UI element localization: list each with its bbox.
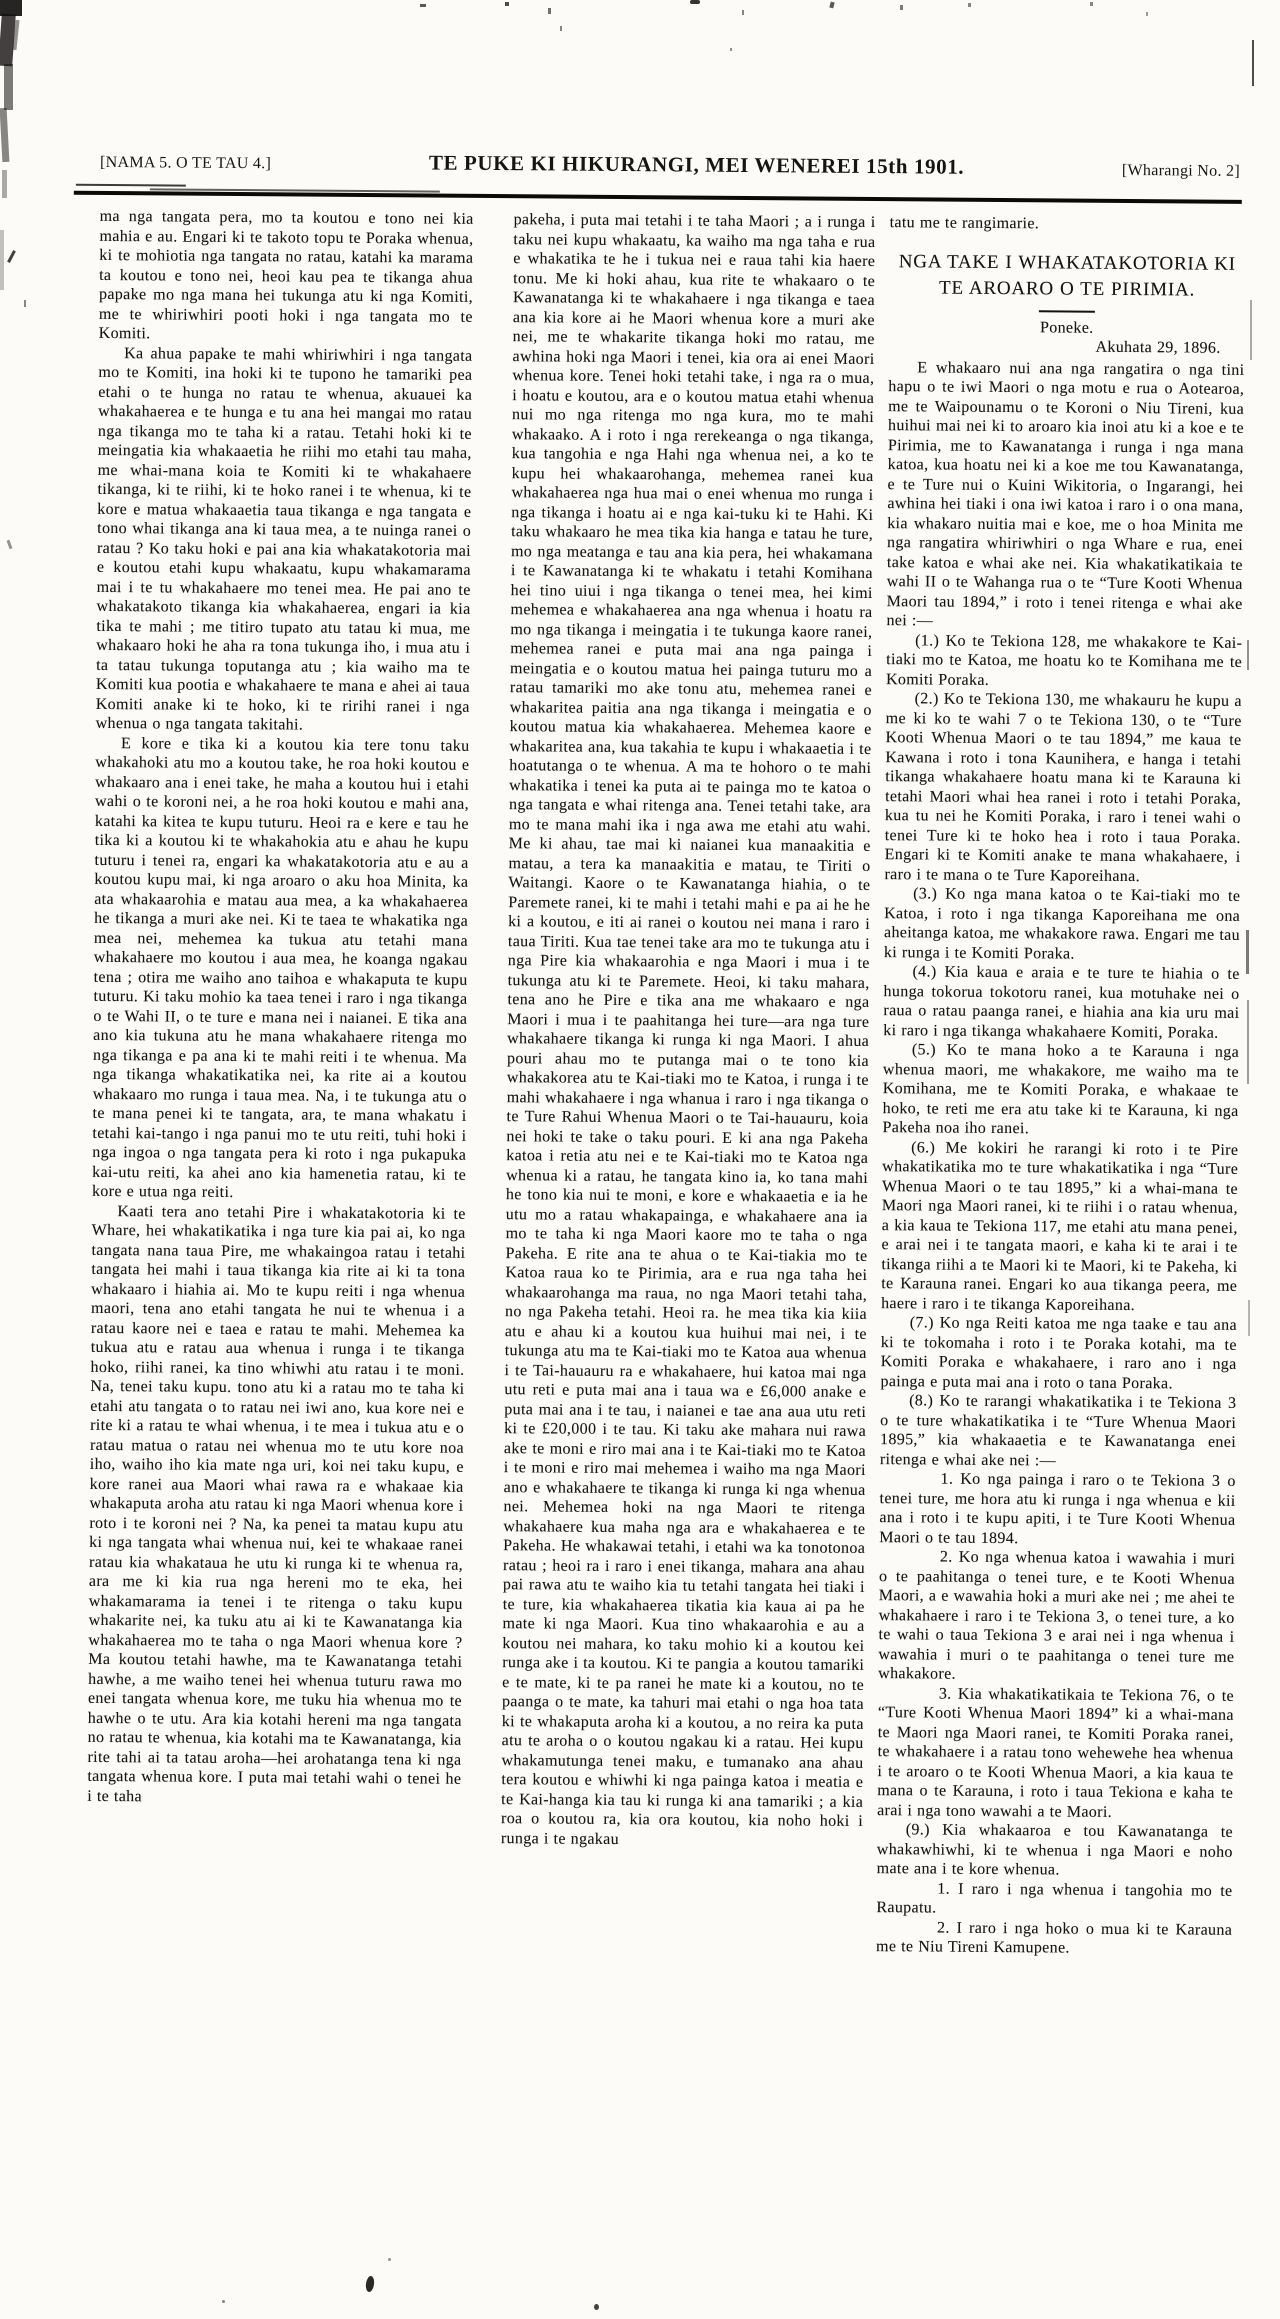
scan-artifact [968,3,971,7]
paragraph: (3.) Ko nga mana katoa o te Kai-tiaki mo te Katoa, i roto i nga tikanga Kaporeihana me ona aheitanga katoa, me whakakore rawa. Engari me tau ki runga i te Komiti Poraka. [883,885,1241,963]
scan-artifact [1246,930,1249,974]
paragraph: 2. Ko nga whenua katoa i wawahia i muri o te paahitanga o tenei ture, e te Kooti Whenua Maori, a e wawahia hoki a muri ake nei ; me ahei te whakahaere i raro i te Tekiona 3, o tenei ture, a ko te wahi o taua Tekiona 3 e arai nei i nga whenua i wawahia i muri o te paahitanga o tenei ture me whakakore. [878,1548,1236,1683]
continuation-line: tatu me te rangimarie. [889,214,1040,233]
scan-artifact [505,2,509,6]
paragraph: (5.) Ko te mana hoko a te Karauna i nga whenua maori, me whakakore, me waiho ma te Komihana, me te Komiti Poraka, e whakaae te hoko, te reti me era atu take ki te Karauna, ki nga Pakeha noa iho ranei. [882,1041,1240,1138]
dateline-date: Akuhata 29, 1896. [1095,338,1221,357]
ink-blot [594,2304,599,2310]
scan-artifact [24,300,26,307]
paragraph: Ka ahua papake te mahi whiriwhiri i nga tangata mo te Komiti, ina hoki ki te tupono he tamariki pea etahi o te hunga no ratau te whenua, akuauei ka whakahaerea e te hunga e tu ana hei mangai mo ratau nga tikanga mo te taha ki a ratau. Tetahi hoki ki te meingatia kia whakaaetia he riihi mo etahi tau maha, me whai-mana koia te Komiti ki te whakahaere tikanga, ki te riihi, ki te hoko ranei i te whenua, ki te kore e matua whakaaetia taua tikanga e nga tangata e tono whai tikanga ana ki taua mea, a te nuinga ranei o ratau ? Ko taku hoki e pai ana kia whakatakotoria mai e koutou etahi kupu whakaatu, kupu whakamarama mai i te tu whakahaere mo tenei mea. He pai ano te whakatakoto tikanga kia whakahaerea, engari ia kia tika te mahi ; me titiro tupato atu tatau ki mua, me whakaaro hoki he aha ra tona tukunga iho, i mua atu i ta tatau tukunga toputanga atu ; kia waiho ma te Komiti kua pootia e whakahaere te mana e ahei ai taua Komiti anake ki te hoko, ki te ririhi ranei i nga whenua o nga tangata takitahi. [95,344,473,734]
scan-artifact [900,5,903,10]
paragraph: (6.) Me kokiri he rarangi ki roto i te Pire whakatikatika mo te ture whakatikatika i nga “Ture Whenua Maori o te tau 1895,” ki a whai-mana te Maori nga Maori ranei, ki te riihi i o ratau whenua, a kia kaua te Tekiona 117, me etahi atu mana penei, e arai nei i te tangata maori, e kaha ki te arai i te tikanga riihi a te Maori ki te Maori, ki te Pakeha, ki te Karauna ranei. Engari ko aua tikanga peera, me haere i raro i te tikanga Kaporeihana. [881,1138,1239,1314]
scan-artifact [2,170,7,198]
paragraph: (9.) Kia whakaaroa e tou Kawanatanga te whakawhiwhi, ki te whenua i nga Maori e noho mate ana i te kore whenua. [876,1821,1234,1879]
scan-artifact [1247,640,1249,670]
paragraph: (1.) Ko te Tekiona 128, me whakakore te Kai-tiaki mo te Katoa, me hoatu ko te Komihana me te Komiti Poraka. [885,631,1243,689]
article-body [876,358,1245,1960]
paragraph: (8.) Ko te rarangi whakatikatika i te Tekiona 3 o te ture whakatikatika i te “Ture Whenua Maori 1895,” kia whakaaetia e te Kawanatanga enei ritenga e whai ake nei :— [879,1392,1237,1469]
paragraph: E kore e tika ki a koutou kia tere tonu taku whakahoki atu mo a koutou take, he roa hoki koutou e whakaaro ana i enei take, he maha a koutou hui i etahi wahi o te koroni nei, a he roa hoki koutou e mahi ana, katahi ka kitea te kupu tuturu. Heoi ra e kere e tau he tika ki a koutou ki te whakahokia atu e ahau he kupu tuturu i tenei ra, engari ka whakatakotoria atu e au a koutou kupu mai, ki nga aroaro o aku hoa Minita, ka ata whakaarohia e matau aua mea, a ka whakahaerea he tikanga a muri ake nei. Ki te taea te whakatika nga mea nei, mehemea ka tukua atu tetahi mana whakahaere mo koutou i aua mea, he koanga ngakau tena ; otira me waiho ano taihoa e whakaputa te kupu tuturu. Ki taku mohio ka taea tenei i raro i nga tikanga o te Wahi II, o te ture e mana nei i naianei. E tika ana ano kia tukuna atu he mana whakahaere ritenga mo nga tikanga e pa ana ki te mahi reiti i te whenua. Ma nga tikanga whakatikatika nei, ka rite ai a koutou whakaaro mo runga i taua mea. Na, i te tukunga atu o te mana penei ki te tangata, ara, te mana whakatu i tetahi kai-tango i nga panui mo te utu reiti, tuhi hoki i nga ingoa o nga tangata pera ki roto i nga pukapuka kai-utu reiti, ka ahei ano kia hamenetia ratau, ki te kore e utua nga reiti. [91,734,470,1202]
paragraph: E whakaaro nui ana nga rangatira o nga tini hapu o te iwi Maori o nga motu e rua o Aotearoa, me te Waipounamu o te Koroni o Niu Tireni, kua huihui mai nei ki to aroaro kia inoi atu ki a koe e te Pirimia, me to Kawanatanga i runga i nga mana katoa, kua hoatu nei ki a koe me tou Kawanatanga, e te Ture nui o Kuini Wikitoria, o Ingarangi, hei awhina hei tiaki i ona iwi katoa i raro i o ona mana, kia whakaro nuitia mai e koe, me o hoa Minita me nga rangatira whiriwhiri o nga Whare e rua, enei take katoa e whai ake nei. Kia whakatikatikaia te wahi II o te Wahanga rua o te “Ture Kooti Whenua Maori tau 1894,” i roto i tenei ritenga e whai ake nei :— [886,358,1245,630]
scan-artifact [4,64,13,110]
masthead [100,148,1240,182]
paragraph: 3. Kia whakatikatikaia te Tekiona 76, o te “Ture Kooti Whenua Maori 1894” ki a whai-mana te Maori nga Maori ranei, te Komiti Poraka ranei, te whakahaere i a ratau tono wehewehe hea whenua i te aroaro o te Kooti Whenua Maori, a kia kaua te mana o te Karauna, i roto i taua Tekiona e kaha te arai i nga tono wawahi a te Maori. [877,1685,1235,1821]
scan-artifact [0,230,4,290]
paragraph: 1. Ko nga painga i raro o te Tekiona 3 o tenei ture, me hora atu ki runga i nga whenua e kii ana i roto i te kupu apiti, i te Ture Kooti Whenua Maori o te tau 1894. [879,1470,1236,1547]
paragraph: pakeha, i puta mai tetahi i te taha Maori ; a i runga i taku nei kupu whakaatu, ka waiho ma nga taha e rua e whakatika te he i tukua nei e raua tahi kia haere tonu. Me ki hoki ahau, kua rite te whakaaro o te Kawanatanga ki te whakahaere i nga tikanga e taea ana kia kore ai he Maori whenua kore a muri ake nei, me te whakarite tikanga hoki mo ratau, me awhina hoki nga Maori i tenei, kia ora ai enei Maori whenua kore. Tenei hoki tetahi take, i nga ra o mua, i hoatu e koutou, ara e o koutou matua etahi whenua nui mo nga ritenga mo nga kura, mo te mahi whakaako. A i roto i nga rerekeanga o nga tikanga, kua tangohia e nga Hahi nga whenua nei, a ko te kupu hei whakaarohanga, mehemea ranei kua whakahaerea nga hua mai o enei whenua mo runga i nga tikanga i hoatu ai e nga kai-tuku ki te Hahi. Ki taku whakaaro he mea tika kia hanga e tatau he ture, mo nga meatanga e tau ana kia pera, hei whakamana i te Kawanatanga ki te whakatu i tetahi Komihana hei tino uiui i nga tikanga o tenei mea, hei kimi mehemea e whakahaerea ana nga whenua i hoatu ra mo nga tikanga i meingatia i te tukunga kaore ranei, mehemea ranei e puta mai ana nga painga i meingatia e o koutou matua hei painga tuturu mo a ratau tamariki mo ake tonu atu, mehemea ranei e whakaritea paitia ana nga tikanga i meingatia e o koutou matua kia whakahaerea. Mehemea kaore e whakaritea ana, kua takahia te kupu i whakaaetia i te hoatutanga o te whenua. A ma te hohoro o te mahi whakatika i tenei ka puta ai te painga mo te katoa o nga tangata e whai ritenga ana. Tenei tetahi take, ara mo te mana mahi ika i nga awa me etahi atu wahi. Me ki ahau, tae mai ki naianei kua manaakitia e matau, a tera ka manaakitia e matau, te Tiriti o Waitangi. Kaore o te Kawanatanga hiahia, o te Paremete ranei, ki te mahi i tetahi mahi e pa ai he he ki a koutou, e iti ai ranei o koutou nei mana i raro i taua Tiriti. Kua tae tenei take ara mo te tukunga atu i nga Pire kia whakaarohia e nga Maori i mua i te tukunga atu ki te Paremete. Heoi, ki taku mahara, tena ano he Pire e tika ana me whakaaro e nga Maori i mua i te paahitanga hei ture—ara nga ture whakahaere tikanga ki runga ki nga Maori. I ahua pouri ahau mo te putanga mai o te tono kia whakakorea atu te Kai-tiaki mo te Katoa, i runga i te mahi whakahaere i nga whanua i raro i nga tikanga o te Ture Rahui Whenua Maori o te Tai-hauauru, koia nei hoki te take o taku pouri. E ki ana nga Pakeha katoa i retia atu nei e te Kai-tiaki mo te Katoa nga whenua ki a ratau, he tangata kino ia, ko tana mahi he tono kia nui te moni, e kore e whakaaetia e ia he utu mo a ratau whakapainga, e whakahaere ana ia mo te taha ki nga Maori kaore mo te taha o nga Pakeha. E rite ana te ahua o te Kai-tiakia mo te Katoa raua ko te Pirimia, ara e rua nga taha hei whakaarohanga ma raua, no nga Maori tetahi taha, no nga Pakeha tetahi. Heoi ra. he mea tika kia kiia atu e ahau ki a koutou kua huihui mai nei, i te tukunga atu ma te Kai-tiaki mo te Katoa aua whenua i te Tai-hauauru ra e whakahaere, hui katoa mai nga utu reti e puta mai ana i taua wa e £6,000 anake e puta mai ana i te tau, i naianei e tae ana aua utu reti ki te £20,000 i te tau. Ki taku ake mahara nui rawa ake te moni e riro mai ana i te Kai-tiaki mo te Katoa i te moni e riro mai mehemea i waiho ma nga Maori ano e whakahaere te tikanga ki runga ki nga whenua nei. Mehemea hoki na nga Maori te ritenga whakahaere kua maha nga ara e whakahaerea e te Pakeha. He whakawai tetahi, i etahi wa ka tonotonoa ratau ; heoi ra i raro i enei tikanga, mahara ana ahau pai rawa atu te waiho kia tu tetahi tangata hei tiaki i te ture, kia whakahaerea tikatia kia kaua ai pa he mate ki nga Maori. Kua tino whakaarohia e au a koutou nei mahara, ko taku mohio ki a koutou kei runga ake i ta koutou. Ki te pangia a koutou tamariki e te mate, ki te pa ranei he mate ki a koutou, no te paanga o te mate, ka tahuri mai etahi o nga hoa tata ki te whakaputa aroha ki a koutou, a no reira ka puta atu te aroha o o koutou ngakau ki a ratau. Hei kupu whakamutunga tenei maku, e tumanako ana ahau tera koutou e whiwhi ki nga painga katoa i meatia e te Kai-hanga kia tau ki runga ki ana tamariki ; a kia roa o koutou ra, kia ora koutou, kia noho hoki i runga i te ngakau [500,211,876,1848]
heading-divider [1039,310,1095,312]
column-1 [87,207,474,1809]
page-number: [Wharangi No. 2] [1121,161,1241,180]
scan-artifact [1248,1300,1250,1336]
scan-artifact [1146,12,1148,16]
column-3 [876,213,1246,1959]
newspaper-title-date: TE PUKE KI HIKURANGI, MEI WENEREI 15th 1901. [428,150,965,179]
ink-blot [222,2300,225,2303]
scan-artifact [1247,1000,1249,1084]
paragraph: 1. I raro i nga whenua i tangohia mo te Raupatu. [876,1880,1233,1917]
masthead-rule-echo [76,184,186,187]
paragraph: 2. I raro i nga hoko o mua ki te Karauna me te Niu Tireni Kamupene. [876,1919,1233,1957]
masthead-rule [74,191,1242,204]
paragraph: (7.) Ko nga Reiti katoa me nga taake e tau ana ki te tokomaha i roto i te Poraka kotahi, ma te Komiti Poraka e whakahaere, i raro ano i nga painga e puta mai ana i roto o tana Poraka. [880,1314,1238,1392]
ink-blot [388,2258,391,2261]
paragraph: ma nga tangata pera, mo ta koutou e tono nei kia mahia e au. Engari ki te takoto topu te Poraka whenua, ki te mohiotia nga tangata no ratau, katahi ka marama ta koutou e tono nei, heoi kau pea te tikanga ahua papake mo nga mana hei tukunga atu ki nga Komiti, me te whiriwhiri pooti hoki i nga tangata mo te Komiti. [98,207,474,343]
scan-artifact [1090,2,1093,6]
dateline-place: Poneke. [1039,318,1094,337]
scan-artifact [1252,40,1254,86]
scan-artifact [1250,300,1252,360]
column-2 [501,210,876,1851]
paragraph: (2.) Ko te Tekiona 130, me whakauru he kupu a me ki ko te wahi 7 o te Tekiona 130, o te “Ture Kooti Whenua Maori o te tau 1894,” me kaua te Kawana i roto i tona Kaunihera, e hanga i tetahi tikanga whakahaere hoatu mana ki te Karauna ki tetahi Maori whai hea ranei i roto i tetahi Poraka, kua tu nei he Komiti Poraka, i raro i tenei wahi o tenei Ture ki te hoko hea i roto i taua Poraka. Engari ki te Komiti anake te mana whakahaere, i raro i te mana o te Ture Kaporeihana. [884,690,1242,885]
paragraph: Kaati tera ano tetahi Pire i whakatakotoria ki te Whare, hei whakatikatika i nga ture kia pai ai, ko nga tangata nana taua Pire, me whakaingoa ratau i tetahi tangata hei mahi i taua tikanga kia rite ai ki ta tona whakaaro i hiahia ai. Mo te kupu reiti i nga whenua maori, tena ano etahi tangata he nui te whenua i a ratau kaore nei e taea e ratau te mahi. Mehemea ka tukua atu e ratau aua whenua i runga i te tikanga hoko, riihi ranei, ka tino whiwhi atu ratau i te moni. Na, tenei taku kupu. tono atu ki a ratau mo te taha ki etahi atu tangata o to ratau nei iwi ano, kua kore nei e rite ki a ratau te whai whenua, i te mea i tukua atu e o ratau matua o ratau nei whenua mo te utu kore noa iho, waiho iho kia mate nga uri, koi nei taku kupu, e kore ranei aua Maori whai rawa ra e whakaae kia whakaputa aroha atu ratau ki nga Maori whenua kore i roto i te koroni nei ? Na, ka penei ta matau kupu atu ki nga tangata whai whenua nui, kei te whakaae ranei ratau kia whakataua he utu ki runga ki te whenua ra, ara me ki kia rua nga hereni mo te eka, hei whakamarama ia tenei i te ritenga o taku kupu whakarite nei, ka tuku atu ai ki te Kawanatanga kia whakahaerea mo te taha o nga Maori whenua kore ? Ma koutou tetahi hawhe, ma te Kawanatanga tetahi hawhe, a me waiho tenei hei whenua tuturu rawa mo enei tangata whenua kore, me tuku hia whenua mo te hawhe o te utu. Ara kia kotahi hereni ma nga tangata no ratau te whenua, kia kotahi ma te Kawanatanga, kia rite tahi ai ta tatau aroha—hei arohatanga tena ki nga tangata whenua kore. I puta mai tetahi wahi o tenei he i te taha [87,1202,466,1805]
article-heading: NGA TAKE I WHAKATAKOTORIA KI TE AROARO O TE PIRIMIA. [898,250,1236,301]
scan-artifact [560,26,562,31]
scan-artifact [742,10,744,15]
issue-number: [NAMA 5. O TE TAU 4.] [99,153,272,173]
scan-artifact [690,0,700,4]
paragraph: (4.) Kia kaua e araia e te ture te hiahia o te hunga tokorua tokotoru ranei, kua motuhake nei o raua o ratau paanga ranei, e hiahia ana kia uru mai ki raro i nga tikanga whakahaere Komiti, Poraka. [883,963,1240,1042]
scan-artifact [420,4,426,7]
scan-artifact [730,48,732,51]
scan-artifact [548,8,551,14]
